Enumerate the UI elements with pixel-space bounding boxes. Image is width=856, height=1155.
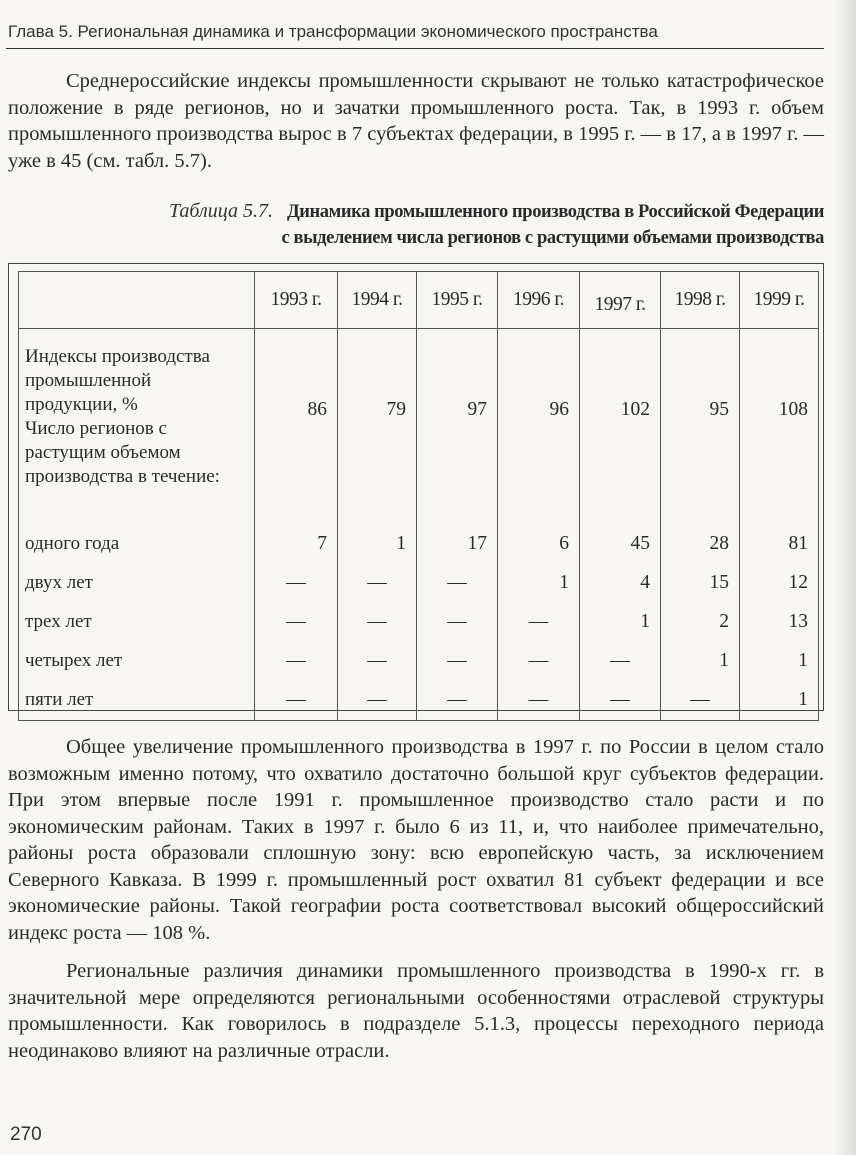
table-cell: — — [417, 681, 498, 721]
table-cell: — — [580, 642, 661, 681]
header-cell-1994: 1994 г. — [338, 272, 417, 329]
table-row — [19, 525, 819, 564]
table-cell: — — [498, 642, 580, 681]
table-cell: — — [338, 642, 417, 681]
table-label: Таблица 5.7. — [169, 200, 273, 222]
running-head: Глава 5. Региональная динамика и трансформации экономического пространства — [8, 22, 658, 41]
header-cell-1995: 1995 г. — [417, 272, 498, 329]
row-label-index — [19, 329, 255, 525]
table-cell: — — [498, 603, 580, 642]
page-edge-shadow — [834, 0, 856, 1155]
table-row — [19, 603, 819, 642]
table-cell: — — [417, 642, 498, 681]
header-cell-1997: 1997 г. — [580, 272, 661, 329]
table-cell: — — [417, 564, 498, 603]
table-cell: — — [661, 681, 740, 721]
table-row — [19, 681, 819, 721]
table-row — [19, 329, 819, 525]
header-cell-1996: 1996 г. — [498, 272, 580, 329]
table-cell: 12 — [740, 564, 819, 603]
table-row — [19, 564, 819, 603]
table-cell: 13 — [740, 603, 819, 642]
table-cell: — — [255, 564, 338, 603]
row-label: четырех лет — [19, 642, 255, 681]
table-cell: — — [255, 681, 338, 721]
table-header-row — [19, 272, 819, 329]
table-cell: 86 — [255, 329, 338, 525]
table-cell: 2 — [661, 603, 740, 642]
header-cell-1993: 1993 г. — [255, 272, 338, 329]
table-row — [19, 642, 819, 681]
table-cell: — — [338, 603, 417, 642]
table-cell: 96 — [498, 329, 580, 525]
table-cell: 1 — [498, 564, 580, 603]
paragraph-3: Региональные различия динамики промышленного производства в 1990-х гг. в значительной мере определяются региональными особенностями отраслевой структуры промышленности. Как говорилось в подразделе 5.1.3, процессы переходного периода неодинаково влияют на различные отрасли. — [8, 960, 824, 1062]
table-cell: 4 — [580, 564, 661, 603]
table-cell: 95 — [661, 329, 740, 525]
header-rule — [6, 48, 824, 49]
table-cell: 102 — [580, 329, 661, 525]
row-label: трех лет — [19, 603, 255, 642]
table-cell: — — [417, 603, 498, 642]
table-cell: 79 — [338, 329, 417, 525]
table-cell: — — [580, 681, 661, 721]
table-cell: — — [498, 681, 580, 721]
table-cell: 7 — [255, 525, 338, 564]
page-number: 270 — [10, 1124, 42, 1145]
table-cell: 17 — [417, 525, 498, 564]
paragraph-2: Общее увеличение промышленного производства в 1997 г. по России в целом стало возможным именно потому, что охватило достаточно большой круг субъектов федерации. При этом впервые после 1991 г. промышленное производство стало расти и по экономическим районам. Таких в 1997 г. было 6 из 11, и, что наиболее примечательно, районы роста образовали сплошную зону: всю европейскую часть, за исключением Северного Кавказа. В 1999 г. промышленный рост охватил 81 субъект федерации и все экономические районы. Такой географии роста соответствовал высокий общероссийский индекс роста — 108 %. — [8, 736, 824, 944]
table-cell: 45 — [580, 525, 661, 564]
row-label: двух лет — [19, 564, 255, 603]
table-cell: 1 — [338, 525, 417, 564]
row-label-index-a: Индексы производства промышленной продукции, % — [25, 346, 210, 415]
table-cell: — — [338, 564, 417, 603]
table-cell: — — [255, 603, 338, 642]
data-table — [18, 271, 819, 721]
table-cell: 1 — [661, 642, 740, 681]
header-cell-1999: 1999 г. — [740, 272, 819, 329]
table-cell: 28 — [661, 525, 740, 564]
row-label: пяти лет — [19, 681, 255, 721]
table-cell: 15 — [661, 564, 740, 603]
table-cell: — — [255, 642, 338, 681]
table-cell: 6 — [498, 525, 580, 564]
table-caption — [8, 198, 824, 251]
table-cell: 81 — [740, 525, 819, 564]
table-cell: 1 — [580, 603, 661, 642]
table-cell: 108 — [740, 329, 819, 525]
header-cell-empty — [19, 272, 255, 329]
table-cell: 1 — [740, 681, 819, 721]
table-cell: 97 — [417, 329, 498, 525]
table-cell: — — [338, 681, 417, 721]
paragraph-1: Среднероссийские индексы промышленности скрывают не только катастрофическое положение в ряде регионов, но и зачатки промышленного роста. Так, в 1993 г. объем промышленного производства вырос в 7 субъектах федерации, в 1995 г. — в 17, а в 1997 г. — уже в 45 (см. табл. 5.7). — [8, 70, 824, 172]
table-title-line-1: Динамика промышленного производства в Российской Федерации — [286, 202, 824, 222]
table-title-line-2: с выделением числа регионов с растущими объемами производства — [281, 228, 824, 248]
row-label: одного года — [19, 525, 255, 564]
row-label-index-b: Число регионов с растущим объемом производства в течение: — [25, 418, 220, 487]
table-cell: 1 — [740, 642, 819, 681]
header-cell-1998: 1998 г. — [661, 272, 740, 329]
